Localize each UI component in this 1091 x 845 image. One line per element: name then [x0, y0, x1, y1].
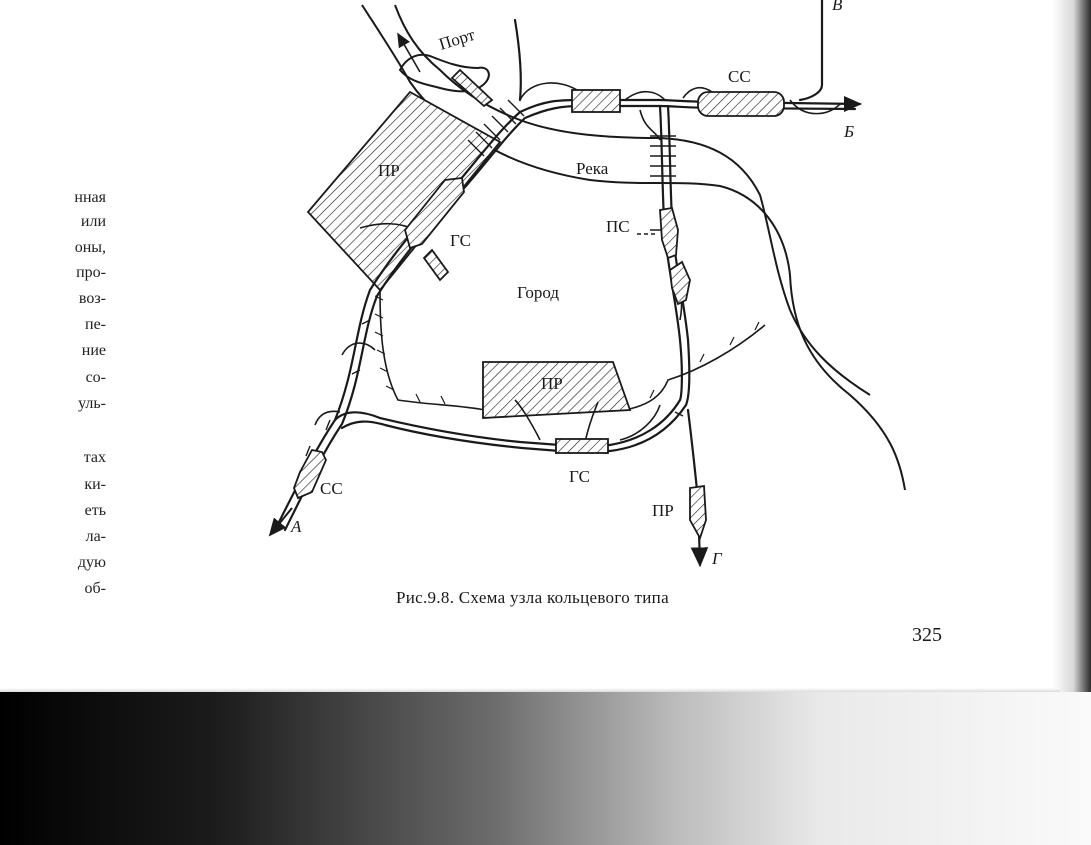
label-pr-right: ПР: [652, 501, 674, 520]
label-ss-top: СС: [728, 67, 751, 86]
ring-tracks: [275, 0, 860, 565]
station-gs-bottom: [556, 439, 608, 453]
label-gs-bottom: ГС: [569, 467, 590, 486]
margin-line: пе-: [85, 316, 106, 333]
figure-caption: Рис.9.8. Схема узла кольцевого типа: [396, 588, 669, 607]
margin-line: воз-: [78, 290, 106, 307]
label-ps: ПС: [606, 217, 630, 236]
port-pier: [452, 70, 492, 106]
label-direction-b: Б: [844, 122, 855, 141]
page-number: 325: [912, 624, 942, 646]
station-ps: [660, 208, 678, 258]
margin-line: тах: [83, 449, 106, 466]
label-city: Город: [517, 283, 559, 302]
station-pr-right: [690, 486, 706, 538]
station-ss-top: [698, 92, 784, 116]
label-direction-v: В: [832, 0, 843, 14]
margin-line: ние: [81, 342, 106, 359]
margin-line: оны,: [74, 239, 106, 256]
label-port: Порт: [436, 24, 478, 54]
label-direction-g: Г: [712, 549, 722, 568]
gs-top-branch: [424, 250, 448, 280]
pr-zone-top: [308, 92, 500, 290]
margin-line: дую: [77, 554, 106, 571]
river: [362, 5, 905, 490]
margin-line: еть: [84, 502, 106, 519]
margin-line: об-: [84, 580, 106, 597]
label-ss-bottom: СС: [320, 479, 343, 498]
margin-line: ла-: [85, 528, 106, 545]
margin-line: со-: [85, 369, 106, 386]
page-edge-shadow: [1052, 0, 1091, 720]
ps-siding: [670, 262, 690, 304]
label-pr-top: ПР: [378, 161, 400, 180]
label-pr-bottom: ПР: [541, 374, 563, 393]
label-direction-a: А: [291, 517, 302, 536]
station-top-middle: [572, 90, 620, 112]
label-gs-top: ГС: [450, 231, 471, 250]
margin-line: про-: [76, 264, 106, 281]
margin-line: или: [80, 213, 106, 230]
binding-shadow: [0, 692, 1091, 845]
margin-line: ки-: [84, 476, 106, 493]
margin-line: нная: [74, 189, 106, 206]
margin-line: уль-: [78, 395, 106, 412]
label-river: Река: [576, 159, 609, 178]
